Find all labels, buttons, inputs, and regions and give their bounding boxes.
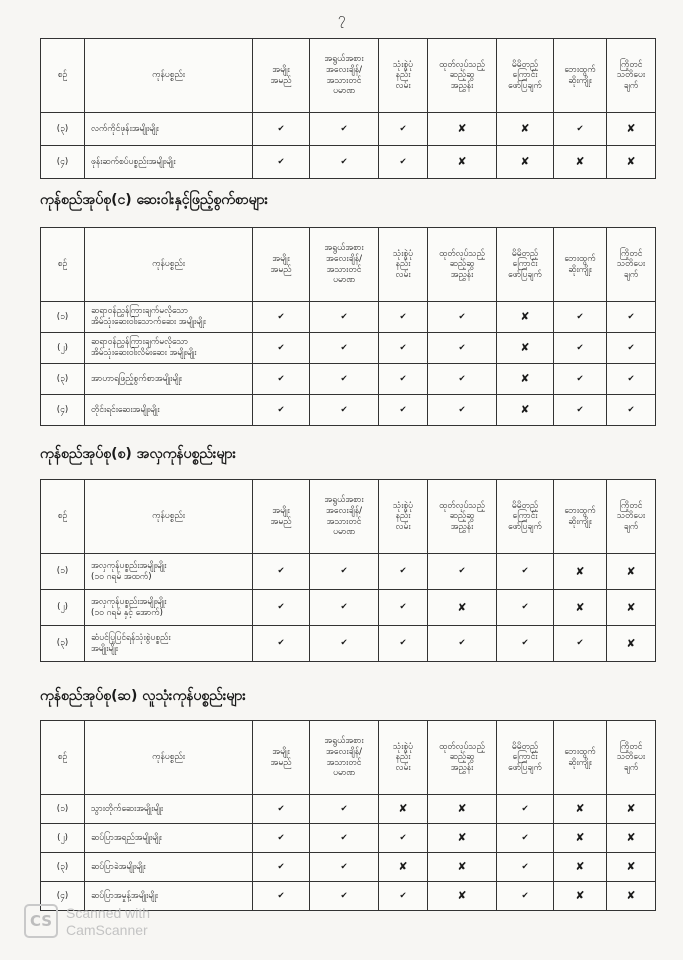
header-label: ကြိုတင် သတိပေး ချက် [616,248,646,280]
check-mark-icon: ✔ [428,395,497,426]
row-number: (၁) [41,554,85,590]
header-c5 [497,480,554,554]
product-name: ဖုန်းဆက်စပ်ပစ္စည်းအမျိုးမျိုး [85,146,253,179]
header-c1 [253,228,310,302]
check-mark-icon: ✔ [428,333,497,364]
check-mark-icon: ✔ [310,590,379,626]
product-name: ဆပ်ပြာအမှုန့်အမျိုးမျိုး [85,882,253,911]
check-mark-icon: ✔ [310,146,379,179]
product-name: ဆရာဝန်ညွှန်ကြားချက်မလိုသော အိမ်သုံးဆေးဝါးသောက်ဆေး အမျိုးမျိုး [85,302,253,333]
header-c6 [554,480,607,554]
cross-mark-icon: ✘ [554,853,607,882]
check-mark-icon: ✔ [554,626,607,662]
header-label: အရွယ်အစား အလေးချိန်/ အသားတင် ပမာဏ [324,495,364,538]
check-mark-icon: ✔ [554,395,607,426]
header-label: အမျိုး အမည် [270,505,292,527]
check-mark-icon: ✔ [253,554,310,590]
header-label: အရွယ်အစား အလေးချိန်/ အသားတင် ပမာဏ [324,243,364,286]
row-number: (၂) [41,590,85,626]
table-row [41,626,656,662]
header-c3 [379,228,428,302]
table-row [41,853,656,882]
table-row [41,554,656,590]
header-label: အမျိုး အမည် [270,253,292,275]
product-name: အလှကုန်ပစ္စည်းအမျိုးမျိုး (၁၀ ဂရမ် အထက်) [85,554,253,590]
cross-mark-icon: ✘ [607,590,656,626]
cross-mark-icon: ✘ [428,824,497,853]
header-c7 [607,39,656,113]
row-number: (၄) [41,395,85,426]
cross-mark-icon: ✘ [607,113,656,146]
header-row [41,39,656,113]
cross-mark-icon: ✘ [497,146,554,179]
check-mark-icon: ✔ [379,146,428,179]
check-mark-icon: ✔ [607,395,656,426]
cross-mark-icon: ✘ [554,146,607,179]
table-row [41,795,656,824]
header-label: စဉ် [57,511,68,522]
header-c1 [253,480,310,554]
cross-mark-icon: ✘ [497,302,554,333]
table-section-4 [40,720,656,911]
header-label: သုံးစွဲပုံ နည်း လမ်း [392,59,413,91]
section-title-medicine: ကုန်စည်အုပ်စု(င) ဆေးဝါးနှင့်ဖြည့်စွက်စာများ [40,192,269,208]
check-mark-icon: ✔ [310,795,379,824]
header-label: အရွယ်အစား အလေးချိန်/ အသားတင် ပမာဏ [324,54,364,97]
header-c4 [428,228,497,302]
cross-mark-icon: ✘ [607,882,656,911]
header-label: ကုန်ပစ္စည်း [152,259,185,270]
row-number: (၃) [41,626,85,662]
check-mark-icon: ✔ [428,364,497,395]
check-mark-icon: ✔ [253,146,310,179]
check-mark-icon: ✔ [310,364,379,395]
section-title-cosmetics: ကုန်စည်အုပ်စု(စ) အလှကုန်ပစ္စည်းများ [40,446,237,462]
product-name: ဆံပင်ပြုပြင်ရန်သုံးစွဲပစ္စည်း အမျိုးမျိုး [85,626,253,662]
header-item [85,39,253,113]
header-label: မိမိတည့် ကြောင်း ဖော်ပြချက် [508,59,542,91]
header-c4 [428,480,497,554]
check-mark-icon: ✔ [497,590,554,626]
check-mark-icon: ✔ [310,554,379,590]
row-number: (၂) [41,333,85,364]
check-mark-icon: ✔ [379,824,428,853]
header-label: စဉ် [57,70,68,81]
cross-mark-icon: ✘ [607,795,656,824]
header-row [41,721,656,795]
cross-mark-icon: ✘ [497,364,554,395]
header-c7 [607,228,656,302]
header-c1 [253,721,310,795]
table-row [41,302,656,333]
header-label: စဉ် [57,752,68,763]
cross-mark-icon: ✘ [607,146,656,179]
row-number: (၁) [41,302,85,333]
check-mark-icon: ✔ [253,795,310,824]
check-mark-icon: ✔ [310,395,379,426]
header-c5 [497,721,554,795]
cross-mark-icon: ✘ [554,554,607,590]
row-number: (၄) [41,882,85,911]
header-c5 [497,228,554,302]
check-mark-icon: ✔ [497,626,554,662]
check-mark-icon: ✔ [310,626,379,662]
check-mark-icon: ✔ [310,824,379,853]
table-section-1 [40,38,656,179]
row-number: (၄) [41,146,85,179]
header-label: ကုန်ပစ္စည်း [152,511,185,522]
check-mark-icon: ✔ [428,302,497,333]
header-label: ထုတ်လုပ်သည့် ဆည့်ဆွ အညွှန်း [439,741,485,773]
check-mark-icon: ✔ [310,302,379,333]
header-row [41,228,656,302]
cross-mark-icon: ✘ [607,554,656,590]
check-mark-icon: ✔ [428,626,497,662]
header-item [85,228,253,302]
row-number: (၁) [41,795,85,824]
header-label: မိမိတည့် ကြောင်း ဖော်ပြချက် [508,248,542,280]
header-c4 [428,39,497,113]
table-section-2 [40,227,656,426]
header-c6 [554,39,607,113]
cross-mark-icon: ✘ [607,853,656,882]
scanner-watermark: Scanned with CamScanner [66,905,151,938]
header-c5 [497,39,554,113]
check-mark-icon: ✔ [253,824,310,853]
header-label: ဘေးထွက် ဆိုးကျိုး [564,64,596,86]
header-label: သုံးစွဲပုံ နည်း လမ်း [392,248,413,280]
product-name: အာဟာရဖြည့်စွက်စာအမျိုးမျိုး [85,364,253,395]
row-number: (၃) [41,364,85,395]
check-mark-icon: ✔ [428,554,497,590]
section-title-consumer-goods: ကုန်စည်အုပ်စု(ဆ) လူသုံးကုန်ပစ္စည်းများ [40,688,246,704]
check-mark-icon: ✔ [253,590,310,626]
product-name: တိုင်းရင်းဆေးအမျိုးမျိုး [85,395,253,426]
table-row [41,364,656,395]
header-c6 [554,721,607,795]
check-mark-icon: ✔ [554,333,607,364]
check-mark-icon: ✔ [554,364,607,395]
check-mark-icon: ✔ [554,113,607,146]
table-row [41,113,656,146]
table-row [41,590,656,626]
check-mark-icon: ✔ [379,302,428,333]
check-mark-icon: ✔ [497,853,554,882]
header-item [85,480,253,554]
header-no [41,39,85,113]
check-mark-icon: ✔ [607,333,656,364]
product-name: အလှကုန်ပစ္စည်းအမျိုးမျိုး (၁၀ ဂရမ် နှင့် အောက်) [85,590,253,626]
check-mark-icon: ✔ [253,853,310,882]
cross-mark-icon: ✘ [379,795,428,824]
header-c2 [310,721,379,795]
check-mark-icon: ✔ [253,113,310,146]
header-label: အမျိုး အမည် [270,64,292,86]
table-section-3 [40,479,656,662]
check-mark-icon: ✔ [379,113,428,146]
cross-mark-icon: ✘ [428,795,497,824]
cross-mark-icon: ✘ [497,113,554,146]
check-mark-icon: ✔ [497,882,554,911]
cross-mark-icon: ✘ [607,626,656,662]
table-row [41,824,656,853]
page-number: ၇ [337,11,346,26]
check-mark-icon: ✔ [253,302,310,333]
cross-mark-icon: ✘ [554,590,607,626]
cross-mark-icon: ✘ [428,146,497,179]
header-no [41,480,85,554]
cross-mark-icon: ✘ [554,882,607,911]
product-name: ဆရာဝန်ညွှန်ကြားချက်မလိုသော အိမ်သုံးဆေးဝါးလိမ်းဆေး အမျိုးမျိုး [85,333,253,364]
cross-mark-icon: ✘ [428,590,497,626]
cross-mark-icon: ✘ [428,113,497,146]
cross-mark-icon: ✘ [497,395,554,426]
check-mark-icon: ✔ [379,333,428,364]
header-label: ထုတ်လုပ်သည့် ဆည့်ဆွ အညွှန်း [439,248,485,280]
table-row [41,333,656,364]
cross-mark-icon: ✘ [497,333,554,364]
cross-mark-icon: ✘ [428,853,497,882]
header-row [41,480,656,554]
header-label: သုံးစွဲပုံ နည်း လမ်း [392,500,413,532]
check-mark-icon: ✔ [497,554,554,590]
cross-mark-icon: ✘ [554,824,607,853]
header-label: ကြိုတင် သတိပေး ချက် [616,59,646,91]
header-no [41,721,85,795]
header-c2 [310,228,379,302]
header-item [85,721,253,795]
product-name: ဆပ်ပြာခဲအမျိုးမျိုး [85,853,253,882]
row-number: (၃) [41,113,85,146]
check-mark-icon: ✔ [379,882,428,911]
cross-mark-icon: ✘ [428,882,497,911]
table-row [41,146,656,179]
cross-mark-icon: ✘ [554,795,607,824]
header-label: ကုန်ပစ္စည်း [152,752,185,763]
header-label: ထုတ်လုပ်သည့် ဆည့်ဆွ အညွှန်း [439,500,485,532]
header-label: ဘေးထွက် ဆိုးကျိုး [564,505,596,527]
check-mark-icon: ✔ [253,364,310,395]
product-name: သွားတိုက်ဆေးအမျိုးမျိုး [85,795,253,824]
header-label: ဘေးထွက် ဆိုးကျိုး [564,253,596,275]
row-number: (၃) [41,853,85,882]
camscanner-logo: CS [24,904,58,938]
check-mark-icon: ✔ [497,795,554,824]
header-label: မိမိတည့် ကြောင်း ဖော်ပြချက် [508,500,542,532]
cross-mark-icon: ✘ [379,853,428,882]
check-mark-icon: ✔ [607,302,656,333]
product-name: ဆပ်ပြာအရည်အမျိုးမျိုး [85,824,253,853]
header-c4 [428,721,497,795]
check-mark-icon: ✔ [253,333,310,364]
header-label: ကုန်ပစ္စည်း [152,70,185,81]
header-c3 [379,480,428,554]
row-number: (၂) [41,824,85,853]
header-c7 [607,721,656,795]
header-c6 [554,228,607,302]
check-mark-icon: ✔ [310,333,379,364]
check-mark-icon: ✔ [554,302,607,333]
check-mark-icon: ✔ [379,590,428,626]
check-mark-icon: ✔ [253,626,310,662]
check-mark-icon: ✔ [379,626,428,662]
check-mark-icon: ✔ [379,554,428,590]
header-label: ကြိုတင် သတိပေး ချက် [616,741,646,773]
header-c3 [379,721,428,795]
check-mark-icon: ✔ [379,395,428,426]
table-row [41,395,656,426]
header-label: သုံးစွဲပုံ နည်း လမ်း [392,741,413,773]
check-mark-icon: ✔ [310,113,379,146]
header-c7 [607,480,656,554]
check-mark-icon: ✔ [607,364,656,395]
check-mark-icon: ✔ [310,853,379,882]
header-label: ဘေးထွက် ဆိုးကျိုး [564,746,596,768]
header-label: ထုတ်လုပ်သည့် ဆည့်ဆွ အညွှန်း [439,59,485,91]
header-c2 [310,480,379,554]
check-mark-icon: ✔ [253,395,310,426]
header-label: စဉ် [57,259,68,270]
check-mark-icon: ✔ [253,882,310,911]
check-mark-icon: ✔ [379,364,428,395]
header-label: အမျိုး အမည် [270,746,292,768]
check-mark-icon: ✔ [310,882,379,911]
check-mark-icon: ✔ [497,824,554,853]
product-name: လက်ကိုင်ဖုန်းအမျိုးမျိုး [85,113,253,146]
cross-mark-icon: ✘ [607,824,656,853]
header-label: ကြိုတင် သတိပေး ချက် [616,500,646,532]
header-c1 [253,39,310,113]
header-label: မိမိတည့် ကြောင်း ဖော်ပြချက် [508,741,542,773]
header-c2 [310,39,379,113]
header-c3 [379,39,428,113]
header-no [41,228,85,302]
header-label: အရွယ်အစား အလေးချိန်/ အသားတင် ပမာဏ [324,736,364,779]
